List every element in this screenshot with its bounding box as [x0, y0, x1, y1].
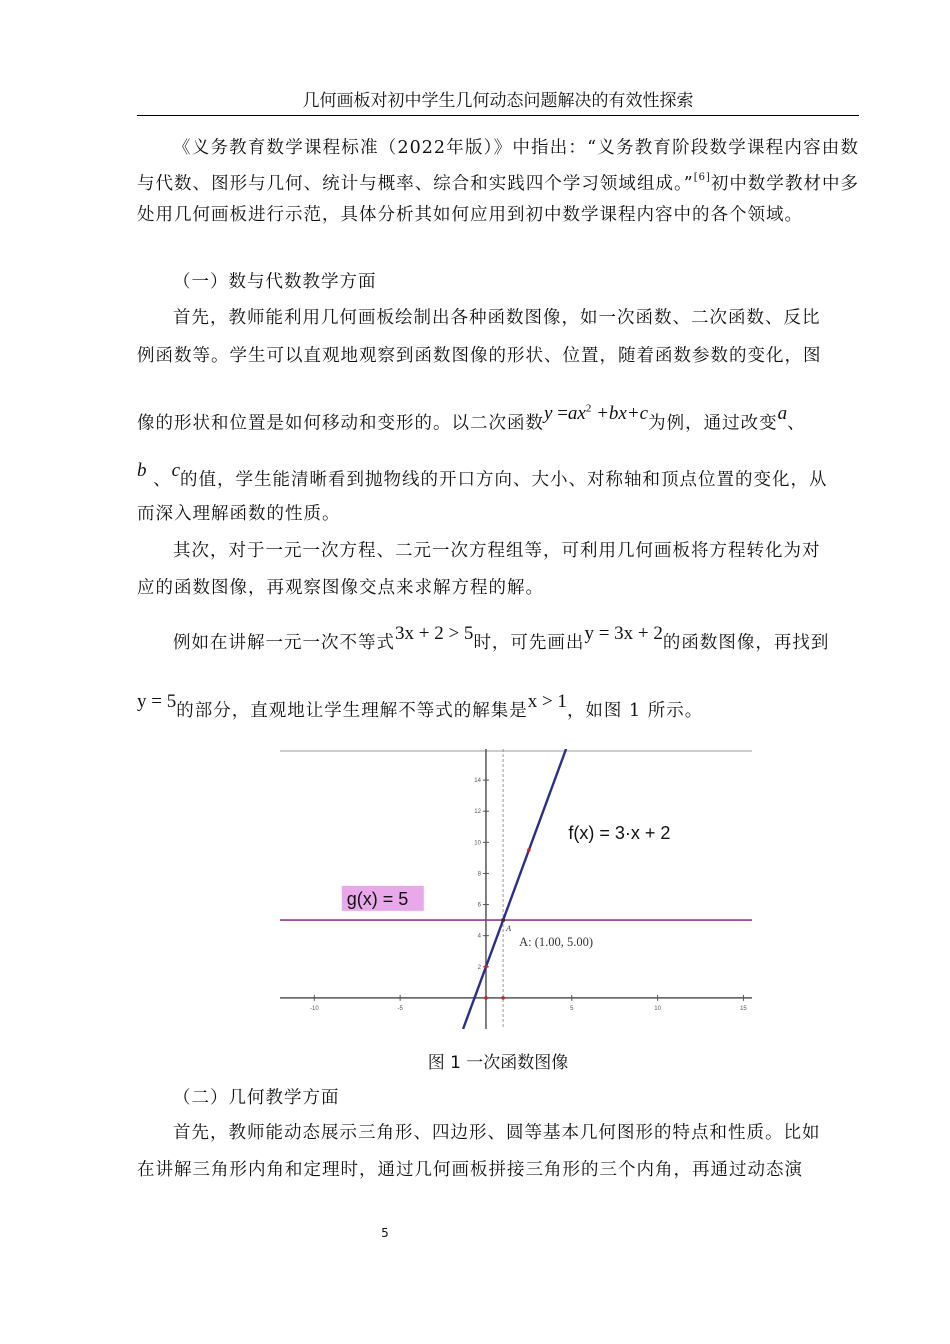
y-tick-label: 14	[474, 778, 481, 785]
paragraph-line: 其次，对于一元一次方程、二元一次方程组等，可利用几何画板将方程转化为对	[173, 541, 821, 561]
solution-set: x > 1	[527, 691, 567, 712]
paragraph-line: 例函数等。学生可以直观地观察到函数图像的形状、位置，随着函数参数的变化，图	[137, 346, 822, 366]
inequality: 3x + 2 > 5	[395, 623, 474, 644]
paragraph-line: 首先，教师能利用几何画板绘制出各种函数图像，如一次函数、二次函数、反比	[173, 308, 821, 328]
paragraph-line: 而深入理解函数的性质。	[137, 504, 341, 524]
point-marker	[484, 996, 488, 1000]
intersection-point	[501, 918, 505, 922]
x-tick-label: 10	[654, 1005, 661, 1012]
citation-marker: [6]	[693, 172, 711, 183]
figure-caption: 图 1 一次函数图像	[427, 1053, 569, 1073]
x-tick-label: 15	[740, 1005, 747, 1012]
function-graph-figure	[280, 749, 752, 1029]
y-tick-label: 10	[474, 840, 481, 847]
paragraph-line: 在讲解三角形内角和定理时，通过几何画板拼接三角形的三个内角，再通过动态演	[137, 1160, 803, 1180]
line-text: 像的形状和位置是如何移动和变形的。以二次函数	[137, 413, 544, 434]
intro-text-cont: 初中数学教材中多处用几何画板进行示范，具体分析其如何应用到初中数学课程内容中的各个领域。	[137, 173, 859, 225]
intro-text: 《义务教育数学课程标准（2022年版）》中指出：“义务教育阶段数学课程内容由数与代数、图形与几何、统计与概率、综合和实践四个学习领域组成。”	[137, 138, 859, 194]
y-tick-label: 4	[477, 933, 481, 940]
line-text: 的值，学生能清晰看到抛物线的开口方向、大小、对称轴和顶点位置的变化，从	[180, 470, 828, 490]
y-tick-label: 12	[474, 809, 481, 816]
paragraph-line: 应的函数图像，再观察图像交点来求解方程的解。	[137, 578, 544, 598]
point-marker	[501, 996, 505, 1000]
y-tick-label: 8	[477, 871, 481, 878]
x-tick-label: 5	[570, 1005, 574, 1012]
g-function-label: g(x) = 5	[346, 888, 409, 909]
section-heading-algebra: （一）数与代数教学方面	[173, 272, 377, 292]
y-tick-label: 2	[477, 964, 481, 971]
y-tick-label: 6	[477, 902, 481, 909]
point-coordinates-label: A: (1.00, 5.00)	[519, 935, 594, 950]
point-marker	[527, 848, 531, 852]
line-text: 、	[787, 413, 806, 434]
paragraph-line-vars: b 、c的值，学生能清晰看到抛物线的开口方向、大小、对称轴和顶点位置的变化，从	[137, 460, 828, 490]
section-heading-geometry: （二）几何教学方面	[173, 1088, 340, 1108]
page-number: 5	[381, 1226, 389, 1240]
linear-function: y = 3x + 2	[584, 623, 663, 644]
variable-a: a	[777, 403, 788, 425]
x-tick-label: -5	[397, 1005, 403, 1012]
paragraph-line-formula	[137, 404, 859, 437]
paragraph-line: 首先，教师能动态展示三角形、四边形、圆等基本几何图形的特点和性质。比如	[173, 1123, 821, 1143]
variable-b: b	[137, 460, 147, 481]
running-header: 几何画板对初中学生几何动态问题解决的有效性探索	[302, 91, 694, 111]
intro-paragraph	[137, 133, 859, 231]
function-graph	[280, 749, 752, 1029]
f-function-label: f(x) = 3·x + 2	[568, 823, 671, 844]
quadratic-formula: $y =ax^2 +bx+c$	[544, 403, 649, 425]
variable-c: c	[171, 460, 181, 481]
series-line-f	[463, 749, 566, 1029]
line-text: 为例，通过改变	[648, 413, 778, 434]
paragraph-line-inequality: 例如在讲解一元一次不等式3x + 2 > 5时，可先画出y = 3x + 2的函数图像，再找到	[173, 623, 830, 653]
point-label: A	[506, 924, 512, 934]
point-marker	[484, 965, 488, 969]
paragraph-line-solution: y = 5的部分，直观地让学生理解不等式的解集是x > 1，如图 1 所示。	[137, 691, 704, 721]
x-tick-label: -10	[309, 1005, 319, 1012]
equation-y5: y = 5	[137, 691, 177, 712]
header-rule	[137, 115, 859, 116]
